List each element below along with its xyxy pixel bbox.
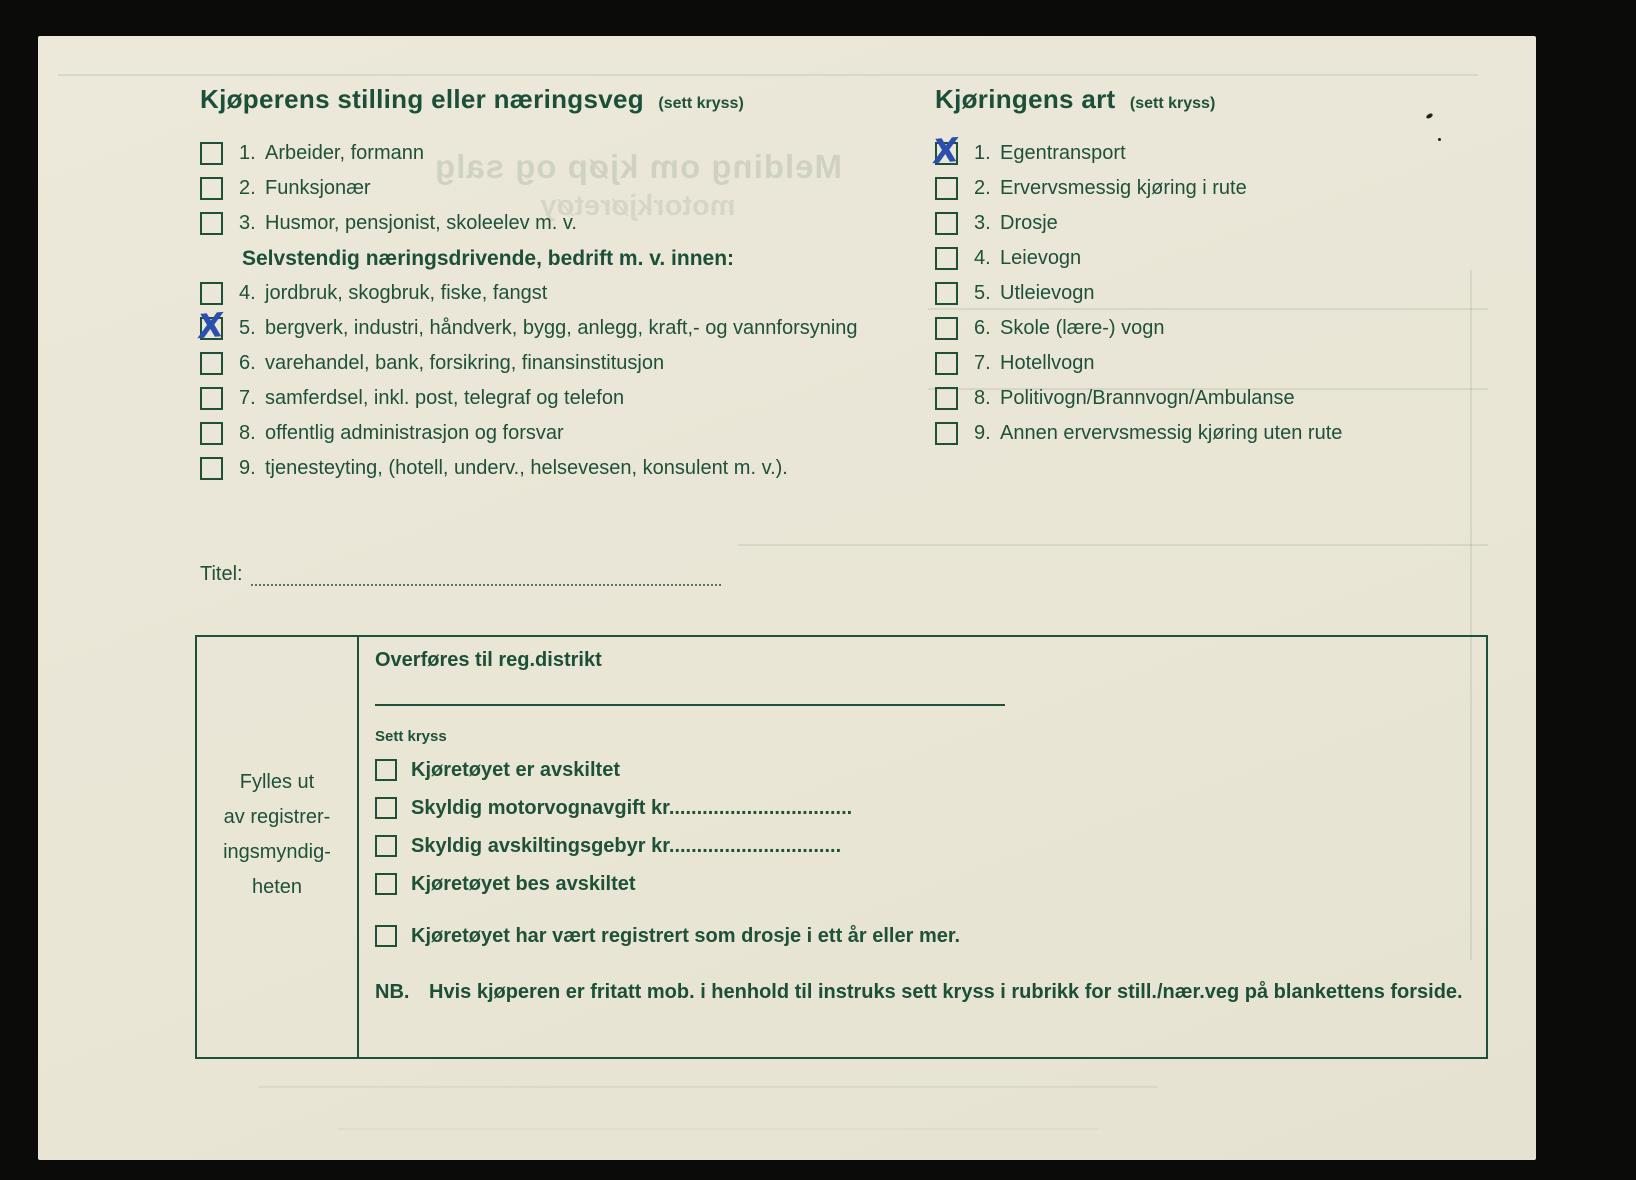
- showthrough-bottom-line: [338, 1128, 1098, 1130]
- checkbox-driving-5[interactable]: [935, 282, 958, 305]
- form-page: [38, 36, 1536, 1160]
- checkbox-driving-9[interactable]: [935, 422, 958, 445]
- transfer-district-label: Overføres til reg.distrikt: [375, 649, 602, 671]
- buyer-row-9: [200, 451, 858, 486]
- item-number: 4.: [974, 247, 991, 269]
- checkbox-buyer-3[interactable]: [200, 212, 223, 235]
- item-number: 9.: [974, 422, 991, 444]
- buyer-section-hint: (sett kryss): [658, 95, 744, 112]
- buyer-row-2: [200, 171, 858, 206]
- buyer-section-heading: [200, 84, 744, 115]
- item-label: Skyldig motorvognavgift kr.................................: [411, 796, 853, 819]
- item-number: 6.: [239, 352, 256, 374]
- item-label: Ervervsmessig kjøring i rute: [1000, 177, 1247, 199]
- showthrough-subtitle: motorkjøretøy: [540, 190, 736, 222]
- checkbox-buyer-8[interactable]: [200, 422, 223, 445]
- item-label: Egentransport: [1000, 142, 1126, 164]
- buyer-row-4: [200, 276, 858, 311]
- checkbox-mark: X: [196, 304, 226, 347]
- item-label: jordbruk, skogbruk, fiske, fangst: [265, 282, 548, 304]
- checkbox-buyer-1[interactable]: [200, 142, 223, 165]
- driving-row-7: [935, 346, 1342, 381]
- registration-authority-box: [195, 635, 1488, 1059]
- item-label: offentlig administrasjon og forsvar: [265, 422, 564, 444]
- checkbox-driving-1[interactable]: [931, 129, 961, 172]
- item-number: 8.: [239, 422, 256, 444]
- side-label-line: heten: [251, 876, 303, 898]
- checkbox-drosje-registrert[interactable]: [375, 925, 397, 947]
- driving-section-hint: (sett kryss): [1129, 95, 1216, 112]
- item-number: 7.: [974, 352, 991, 374]
- item-number: 5.: [239, 317, 256, 339]
- ink-speck: [1438, 138, 1441, 141]
- driving-row-6: [935, 311, 1342, 346]
- item-label: Politivogn/Brannvogn/Ambulanse: [1000, 387, 1295, 409]
- buyer-section-title: Kjøperens stilling eller næringsveg: [200, 84, 644, 114]
- buyer-row-7: [200, 381, 858, 416]
- checkbox-buyer-6[interactable]: [200, 352, 223, 375]
- checkbox-buyer-7[interactable]: [200, 387, 223, 410]
- driving-row-9: [935, 416, 1342, 451]
- showthrough-title: Melding om kjøp og salg: [434, 148, 843, 185]
- admin-row-5: [375, 917, 1466, 955]
- driving-row-3: [935, 206, 1342, 241]
- admin-checkbox-list: [375, 751, 1466, 955]
- checkbox-buyer-2[interactable]: [200, 177, 223, 200]
- item-label: Kjøretøyet er avskiltet: [411, 758, 620, 781]
- showthrough-rule: [58, 74, 1478, 76]
- buyer-subheading: Selvstendig næringsdrivende, bedrift m. v. innen:: [242, 246, 735, 270]
- item-label: Funksjonær: [265, 177, 371, 199]
- item-label: Kjøretøyet bes avskiltet: [411, 872, 636, 895]
- item-number: 1.: [239, 142, 256, 164]
- side-label-line: av registrer-: [223, 806, 331, 828]
- item-label: Drosje: [1000, 212, 1058, 234]
- box-content: [375, 637, 1466, 1004]
- admin-row-3: [375, 827, 1466, 865]
- ink-speck: [1425, 113, 1433, 120]
- checkbox-mark: X: [931, 129, 961, 172]
- buyer-row-1: [200, 136, 858, 171]
- item-label: Leievogn: [1000, 247, 1082, 269]
- side-label-line: Fylles ut: [239, 771, 315, 793]
- checkbox-avskiltet[interactable]: [375, 759, 397, 781]
- box-side-label: [197, 765, 357, 905]
- admin-row-2: [375, 789, 1466, 827]
- driving-row-5: [935, 276, 1342, 311]
- driving-row-1: [931, 129, 1342, 172]
- checkbox-driving-4[interactable]: [935, 247, 958, 270]
- checkbox-buyer-5[interactable]: [196, 304, 226, 347]
- item-label: Annen ervervsmessig kjøring uten rute: [1000, 422, 1343, 444]
- item-label: Skole (lære-) vogn: [1000, 317, 1165, 339]
- item-label: bergverk, industri, håndverk, bygg, anlegg, kraft,- og vannforsyning: [265, 317, 858, 339]
- item-number: 2.: [239, 177, 256, 199]
- item-number: 1.: [974, 142, 991, 164]
- item-label: varehandel, bank, forsikring, finansinstitusjon: [265, 352, 665, 374]
- checkbox-buyer-9[interactable]: [200, 457, 223, 480]
- item-label: samferdsel, inkl. post, telegraf og telefon: [265, 387, 625, 409]
- checkbox-buyer-4[interactable]: [200, 282, 223, 305]
- item-label: Arbeider, formann: [265, 142, 424, 164]
- checkbox-driving-7[interactable]: [935, 352, 958, 375]
- item-label: tjenesteyting, (hotell, underv., helsevesen, konsulent m. v.).: [265, 457, 788, 479]
- checkbox-driving-3[interactable]: [935, 212, 958, 235]
- titel-label: Titel:: [200, 563, 243, 585]
- buyer-row-5: [196, 304, 858, 347]
- driving-checkbox-list: [931, 129, 1343, 451]
- buyer-checkbox-list: [196, 136, 858, 486]
- item-label: Utleievogn: [1000, 282, 1095, 304]
- item-number: 8.: [974, 387, 991, 409]
- nb-prefix: NB.: [375, 981, 410, 1003]
- item-number: 7.: [239, 387, 256, 409]
- checkbox-driving-2[interactable]: [935, 177, 958, 200]
- driving-row-8: [935, 381, 1342, 416]
- item-label: Hotellvogn: [1000, 352, 1095, 374]
- item-number: 5.: [974, 282, 991, 304]
- nb-note: [375, 981, 1466, 1004]
- checkbox-driving-8[interactable]: [935, 387, 958, 410]
- showthrough-bottom-line: [258, 1086, 1158, 1088]
- driving-section-heading: [935, 84, 1215, 115]
- item-label: Kjøretøyet har vært registrert som drosje i ett år eller mer.: [411, 924, 961, 947]
- item-label: Husmor, pensjonist, skoleelev m. v.: [265, 212, 577, 234]
- buyer-row-3: [200, 206, 858, 241]
- admin-row-1: [375, 751, 1466, 789]
- checkbox-motorvognavgift[interactable]: [375, 797, 397, 819]
- item-number: 2.: [974, 177, 991, 199]
- side-label-line: ingsmyndig-: [223, 841, 331, 863]
- admin-row-4: [375, 865, 1466, 903]
- item-number: 3.: [974, 212, 991, 234]
- checkbox-driving-6[interactable]: [935, 317, 958, 340]
- item-number: 6.: [974, 317, 991, 339]
- driving-row-4: [935, 241, 1342, 276]
- item-label: Skyldig avskiltingsgebyr kr...............................: [411, 834, 842, 857]
- nb-text: Hvis kjøperen er fritatt mob. i henhold til instruks sett kryss i rubrikk for still./nær.veg på blankettens forside.: [429, 981, 1463, 1003]
- transfer-district-input-line[interactable]: [375, 704, 1005, 706]
- driving-row-2: [935, 171, 1342, 206]
- driving-section-title: Kjøringens art: [935, 84, 1116, 114]
- titel-input-line[interactable]: [251, 564, 721, 586]
- box-divider: [357, 637, 359, 1057]
- checkbox-avskiltingsgebyr[interactable]: [375, 835, 397, 857]
- checkbox-bes-avskiltet[interactable]: [375, 873, 397, 895]
- buyer-row-6: [200, 346, 858, 381]
- sett-kryss-label: Sett kryss: [375, 728, 447, 745]
- item-number: 3.: [239, 212, 256, 234]
- buyer-row-8: [200, 416, 858, 451]
- item-number: 9.: [239, 457, 256, 479]
- item-number: 4.: [239, 282, 256, 304]
- titel-field: [200, 563, 721, 586]
- showthrough-table-line: [738, 544, 1488, 546]
